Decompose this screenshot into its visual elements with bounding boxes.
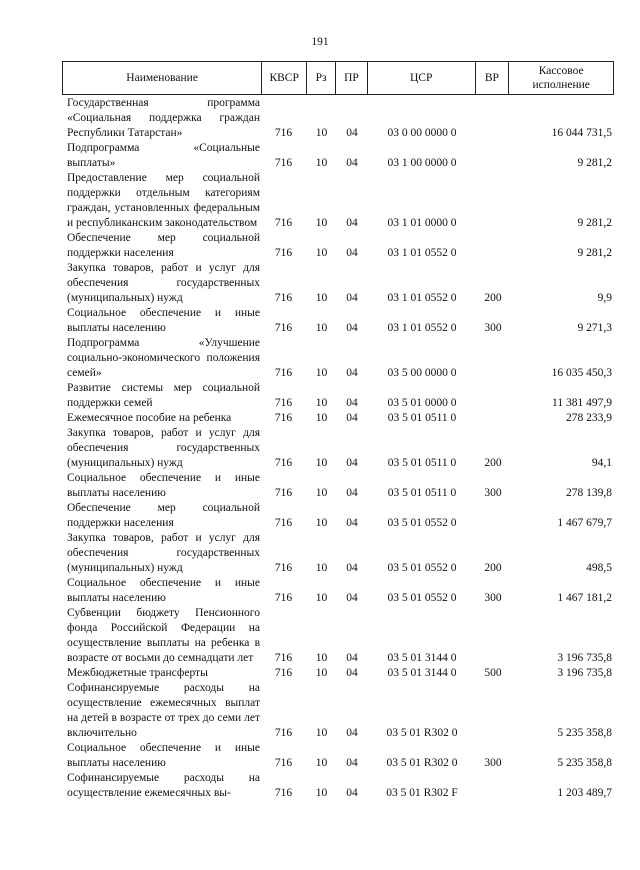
row-vr: 200 bbox=[484, 292, 502, 304]
row-csr: 03 0 00 0000 0 bbox=[387, 127, 457, 139]
row-kvsr: 716 bbox=[274, 592, 293, 604]
row-name: Закупка товаров, работ и услуг для обеспечения государственных (муниципальных) нужд bbox=[67, 262, 260, 304]
table-row bbox=[62, 141, 622, 171]
row-pr: 04 bbox=[346, 667, 358, 679]
row-pr: 04 bbox=[346, 217, 358, 229]
header-csr: ЦСР bbox=[368, 62, 476, 94]
row-sum: 5 235 358,8 bbox=[557, 727, 612, 739]
row-rz: 10 bbox=[315, 727, 328, 739]
row-vr: 200 bbox=[484, 457, 502, 469]
row-rz: 10 bbox=[315, 652, 328, 664]
row-csr: 03 1 01 0552 0 bbox=[387, 292, 457, 304]
row-sum: 9 271,3 bbox=[577, 322, 612, 334]
row-pr: 04 bbox=[346, 757, 358, 769]
row-vr: 500 bbox=[484, 667, 502, 679]
row-vr: 300 bbox=[484, 592, 502, 604]
row-sum: 1 467 181,2 bbox=[557, 592, 612, 604]
row-kvsr: 716 bbox=[274, 157, 293, 169]
table-row bbox=[62, 261, 622, 306]
row-rz: 10 bbox=[315, 592, 328, 604]
row-kvsr: 716 bbox=[274, 757, 293, 769]
header-sum-line1: Кассовое bbox=[538, 65, 584, 77]
row-rz: 10 bbox=[315, 667, 328, 679]
row-sum: 498,5 bbox=[586, 562, 612, 574]
table-row bbox=[62, 576, 622, 606]
row-sum: 94,1 bbox=[591, 457, 612, 469]
row-name: Закупка товаров, работ и услуг для обеспечения государственных (муниципальных) нужд bbox=[67, 532, 260, 574]
row-sum: 3 196 735,8 bbox=[557, 652, 612, 664]
row-rz: 10 bbox=[315, 412, 328, 424]
row-vr: 300 bbox=[484, 487, 502, 499]
row-kvsr: 716 bbox=[274, 787, 293, 799]
page-number: 191 bbox=[311, 36, 329, 48]
row-kvsr: 716 bbox=[274, 517, 293, 529]
row-name: Социальное обеспечение и иные выплаты населению bbox=[67, 307, 260, 334]
table-row bbox=[62, 471, 622, 501]
row-pr: 04 bbox=[346, 787, 358, 799]
header-sum bbox=[509, 62, 613, 94]
header-vr: ВР bbox=[476, 62, 510, 94]
row-name: Межбюджетные трансферты bbox=[67, 667, 208, 679]
row-kvsr: 716 bbox=[274, 727, 293, 739]
row-kvsr: 716 bbox=[274, 322, 293, 334]
header-kvsr: КВСР bbox=[262, 62, 307, 94]
row-name: Ежемесячное пособие на ребенка bbox=[67, 412, 232, 424]
row-pr: 04 bbox=[346, 292, 358, 304]
header-rz: Рз bbox=[307, 62, 336, 94]
table-row bbox=[62, 96, 622, 141]
row-csr: 03 5 01 0511 0 bbox=[387, 457, 457, 469]
row-kvsr: 716 bbox=[274, 457, 293, 469]
row-sum: 11 381 497,9 bbox=[552, 397, 612, 409]
row-sum: 9 281,2 bbox=[577, 247, 612, 259]
row-csr: 03 1 01 0552 0 bbox=[387, 322, 457, 334]
table-row bbox=[62, 306, 622, 336]
table-row bbox=[62, 741, 622, 771]
row-kvsr: 716 bbox=[274, 292, 293, 304]
row-csr: 03 5 01 R302 0 bbox=[386, 727, 458, 739]
row-kvsr: 716 bbox=[274, 412, 293, 424]
row-sum: 9 281,2 bbox=[577, 217, 612, 229]
row-name: Социальное обеспечение и иные выплаты населению bbox=[67, 472, 260, 499]
row-kvsr: 716 bbox=[274, 652, 293, 664]
row-rz: 10 bbox=[315, 247, 328, 259]
row-name: Подпрограмма «Улучшение социально-экономического положения семей» bbox=[67, 337, 260, 379]
row-name: Обеспечение мер социальной поддержки населения bbox=[67, 502, 260, 529]
row-sum: 16 044 731,5 bbox=[551, 127, 612, 139]
table-row bbox=[62, 381, 622, 411]
row-pr: 04 bbox=[346, 322, 358, 334]
row-name: Социальное обеспечение и иные выплаты населению bbox=[67, 742, 260, 769]
row-name: Софинансируемые расходы на осуществление ежемесячных вы- bbox=[67, 772, 260, 799]
row-csr: 03 5 01 0511 0 bbox=[387, 412, 457, 424]
row-name: Государственная программа «Социальная поддержка граждан Республики Татарстан» bbox=[67, 97, 260, 139]
table-row bbox=[62, 231, 622, 261]
row-rz: 10 bbox=[315, 487, 328, 499]
header-pr: ПР bbox=[336, 62, 368, 94]
row-sum: 278 139,8 bbox=[566, 487, 612, 499]
row-rz: 10 bbox=[315, 322, 328, 334]
row-kvsr: 716 bbox=[274, 667, 293, 679]
row-sum: 16 035 450,3 bbox=[551, 367, 612, 379]
row-kvsr: 716 bbox=[274, 397, 293, 409]
row-csr: 03 5 01 0000 0 bbox=[387, 397, 457, 409]
row-rz: 10 bbox=[315, 757, 328, 769]
row-kvsr: 716 bbox=[274, 127, 293, 139]
row-sum: 278 233,9 bbox=[566, 412, 612, 424]
row-pr: 04 bbox=[346, 397, 358, 409]
row-pr: 04 bbox=[346, 457, 358, 469]
row-pr: 04 bbox=[346, 592, 358, 604]
row-csr: 03 5 00 0000 0 bbox=[387, 367, 457, 379]
row-csr: 03 5 01 3144 0 bbox=[387, 667, 457, 679]
row-vr: 300 bbox=[484, 322, 502, 334]
row-csr: 03 1 01 0000 0 bbox=[387, 217, 457, 229]
row-pr: 04 bbox=[346, 127, 358, 139]
table-row bbox=[62, 171, 622, 231]
row-vr: 200 bbox=[484, 562, 502, 574]
table-row bbox=[62, 681, 622, 741]
row-kvsr: 716 bbox=[274, 247, 293, 259]
table-header bbox=[62, 61, 614, 95]
table-row bbox=[62, 411, 622, 426]
row-pr: 04 bbox=[346, 157, 358, 169]
row-name: Развитие системы мер социальной поддержки семей bbox=[67, 382, 260, 409]
header-name: Наименование bbox=[63, 62, 262, 94]
row-csr: 03 5 01 0552 0 bbox=[387, 562, 457, 574]
row-name: Закупка товаров, работ и услуг для обеспечения государственных (муниципальных) нужд bbox=[67, 427, 260, 469]
row-rz: 10 bbox=[315, 562, 328, 574]
table-row bbox=[62, 771, 622, 801]
row-kvsr: 716 bbox=[274, 217, 293, 229]
table-row bbox=[62, 531, 622, 576]
row-kvsr: 716 bbox=[274, 562, 293, 574]
row-rz: 10 bbox=[315, 787, 328, 799]
row-name: Обеспечение мер социальной поддержки населения bbox=[67, 232, 260, 259]
header-sum-line2: исполнение bbox=[532, 79, 590, 91]
row-name: Подпрограмма «Социальные выплаты» bbox=[67, 142, 260, 169]
row-pr: 04 bbox=[346, 517, 358, 529]
row-name: Софинансируемые расходы на осуществление ежемесячных выплат на детей в возрасте от трех до семи лет включительно bbox=[67, 682, 260, 739]
row-pr: 04 bbox=[346, 562, 358, 574]
table-row bbox=[62, 336, 622, 381]
row-pr: 04 bbox=[346, 652, 358, 664]
row-kvsr: 716 bbox=[274, 367, 293, 379]
row-name: Социальное обеспечение и иные выплаты населению bbox=[67, 577, 260, 604]
row-rz: 10 bbox=[315, 292, 328, 304]
row-rz: 10 bbox=[315, 217, 328, 229]
row-pr: 04 bbox=[346, 487, 358, 499]
row-vr: 300 bbox=[484, 757, 502, 769]
row-rz: 10 bbox=[315, 517, 328, 529]
row-csr: 03 1 00 0000 0 bbox=[387, 157, 457, 169]
row-rz: 10 bbox=[315, 457, 328, 469]
table-body bbox=[62, 96, 622, 801]
row-sum: 9 281,2 bbox=[577, 157, 612, 169]
row-csr: 03 5 01 0552 0 bbox=[387, 592, 457, 604]
table-row bbox=[62, 666, 622, 681]
row-sum: 1 203 489,7 bbox=[557, 787, 612, 799]
row-rz: 10 bbox=[315, 157, 328, 169]
row-pr: 04 bbox=[346, 727, 358, 739]
row-sum: 5 235 358,8 bbox=[557, 757, 612, 769]
row-csr: 03 5 01 3144 0 bbox=[387, 652, 457, 664]
row-sum: 1 467 679,7 bbox=[557, 517, 612, 529]
row-kvsr: 716 bbox=[274, 487, 293, 499]
row-pr: 04 bbox=[346, 367, 358, 379]
row-name: Предоставление мер социальной поддержки отдельным категориям граждан, установленных федеральным и республиканским законодательством bbox=[67, 172, 260, 229]
row-csr: 03 5 01 0552 0 bbox=[387, 517, 457, 529]
table-row bbox=[62, 606, 622, 666]
row-pr: 04 bbox=[346, 412, 358, 424]
row-rz: 10 bbox=[315, 397, 328, 409]
row-csr: 03 5 01 R302 F bbox=[386, 787, 458, 799]
row-name: Субвенции бюджету Пенсионного фонда Российской Федерации на осуществление выплаты на ребенка в возрасте от восьми до семнадцати лет bbox=[67, 607, 260, 664]
row-csr: 03 1 01 0552 0 bbox=[387, 247, 457, 259]
row-csr: 03 5 01 0511 0 bbox=[387, 487, 457, 499]
row-rz: 10 bbox=[315, 367, 328, 379]
row-sum: 3 196 735,8 bbox=[557, 667, 612, 679]
table-row bbox=[62, 501, 622, 531]
row-rz: 10 bbox=[315, 127, 328, 139]
table-row bbox=[62, 426, 622, 471]
row-csr: 03 5 01 R302 0 bbox=[386, 757, 458, 769]
row-sum: 9,9 bbox=[597, 292, 612, 304]
row-pr: 04 bbox=[346, 247, 358, 259]
